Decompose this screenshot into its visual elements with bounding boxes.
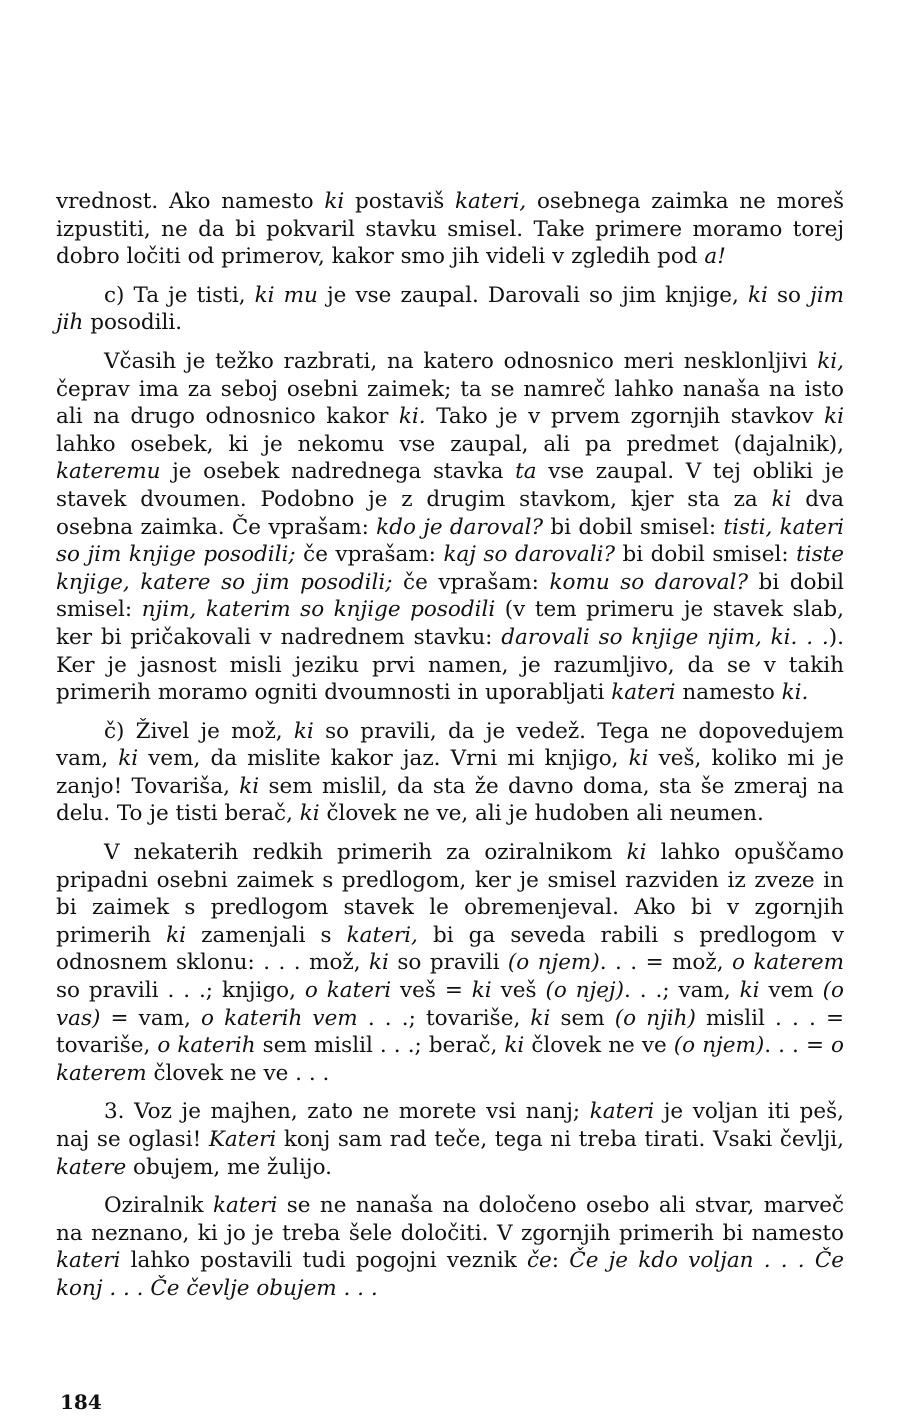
text-run: . . . = — [764, 1033, 832, 1059]
text-run: postaviš — [344, 189, 455, 214]
italic-run: tiste knjige, katere so jim posodili; — [56, 542, 844, 595]
text-run: lahko postavili tudi pogojni veznik — [120, 1248, 528, 1274]
italic-run: ki — [530, 1005, 551, 1031]
paragraph-7 — [56, 1192, 844, 1302]
italic-run: ki — [771, 486, 792, 512]
text-run: so pravili — [388, 950, 508, 976]
text-run: vem — [759, 978, 823, 1004]
italic-run: darovali so knjige njim, ki. . . — [501, 624, 829, 650]
text-run: konj sam rad teče, tega ni treba tirati. Vsaki čevlji, — [276, 1127, 845, 1152]
italic-run: (o njej) — [545, 978, 624, 1004]
italic-run: ki — [747, 282, 768, 308]
text-run: (v tem primeru je stavek slab, ker bi pričakovali v nadrednem stavku: — [56, 597, 845, 650]
italic-run: kateri — [56, 1248, 121, 1274]
italic-run: kateri, — [455, 189, 527, 214]
text-run: sem mislil, da sta že davno doma, sta še zmeraj na delu. To je tisti berač, — [56, 773, 844, 827]
text-run: bi dobil smisel: — [615, 542, 797, 568]
italic-run: tisti, kateri so jim knjige posodili; — [56, 514, 844, 568]
italic-run: kdo je daroval? — [376, 514, 544, 540]
text-run: veš — [491, 978, 546, 1004]
text-run: človek ne ve . . . — [146, 1060, 330, 1086]
italic-run: ki — [118, 746, 139, 772]
text-run: človek ne ve, ali je hudoben ali neumen. — [319, 801, 764, 827]
italic-run: če — [527, 1248, 552, 1274]
text-run: veš, koliko mi je zanjo! Tovariša, — [56, 746, 844, 799]
italic-run: ki — [166, 922, 187, 948]
text-run: če vprašam: — [295, 542, 444, 568]
text-run: če vprašam: — [392, 569, 550, 595]
paragraph-3 — [56, 348, 844, 707]
text-run: namesto — [675, 680, 782, 706]
italic-run: katere — [56, 1154, 127, 1180]
italic-run: ki — [324, 189, 345, 214]
paragraph-5 — [56, 839, 844, 1087]
text-run: posodili. — [83, 310, 183, 336]
text-run: so — [767, 282, 811, 308]
text-run: bi dobil smisel: — [56, 569, 844, 623]
italic-run: (o njih) — [614, 1005, 696, 1031]
paragraph-1 — [56, 188, 844, 271]
text-run: V nekaterih redkih primerih za oziralnikom — [104, 840, 627, 866]
text-run: osebnega zaimka ne moreš izpustiti, ne da bi pokvaril stavku smisel. Take primere moramo torej dobro ločiti od primerov, kakor smo jih videli v zgledih pod — [56, 189, 844, 270]
italic-run: ki — [369, 950, 389, 976]
italic-run: (o njem) — [507, 950, 600, 976]
text-run: . . .; vam, — [623, 978, 740, 1004]
italic-run: ki, — [817, 348, 844, 374]
text-run: = vam, — [100, 1005, 201, 1031]
italic-run: a! — [704, 244, 726, 270]
italic-run: kateri, — [346, 922, 418, 948]
italic-run: komu so daroval? — [549, 569, 748, 595]
italic-run: ki — [504, 1033, 525, 1059]
text-run: sem mislil . . .; berač, — [255, 1033, 505, 1059]
text-run: č) Živel je mož, — [104, 718, 294, 744]
text-run: dva osebna zaimka. Če vprašam: — [56, 486, 845, 540]
text-run: zamenjali s — [186, 922, 347, 948]
text-run: človek ne ve — [524, 1033, 674, 1059]
italic-run: ki — [739, 978, 760, 1004]
text-run: Včasih je težko razbrati, na katero odnosnico meri nesklonljivi — [104, 348, 818, 374]
text-run: vem, da mislite kakor jaz. Vrni mi knjigo, — [138, 746, 629, 772]
paragraph-6 — [56, 1098, 844, 1181]
text-run: Tako je v prvem zgornjih stavkov — [425, 404, 825, 430]
italic-run: ki mu — [254, 282, 318, 308]
italic-run: Če je kdo voljan . . . Če konj . . . Če čevlje obujem . . . — [56, 1248, 845, 1301]
text-run: se ne nanaša na določeno osebo ali stvar, marveč na neznano, ki jo je treba šele določiti. V zgornjih primerih bi namesto — [56, 1193, 845, 1246]
italic-run: o katerih vem — [201, 1005, 358, 1031]
text-run: : — [551, 1248, 570, 1274]
text-run: vrednost. Ako namesto — [56, 189, 325, 214]
text-run: lahko opuščamo pripadni osebni zaimek s predlogom, ker je smisel razviden iz zveze in bi zaimek s predlogom stavek le obremenjeval. Ako bi v zgornjih primerih — [56, 840, 844, 948]
italic-run: Kateri — [208, 1127, 277, 1152]
italic-run: ta — [515, 459, 537, 485]
italic-run: ki — [239, 773, 260, 799]
italic-run: kateri — [589, 1099, 655, 1125]
text-run: obujem, me žulijo. — [126, 1154, 332, 1180]
text-run: 3. Voz je majhen, zato ne morete vsi nanj; — [104, 1099, 590, 1125]
italic-run: o katerem — [56, 1033, 844, 1086]
italic-run: jim jih — [56, 282, 844, 336]
text-run: . . . = mož, — [599, 950, 732, 976]
text-run: Oziralnik — [104, 1193, 213, 1219]
italic-run: o katerih — [157, 1033, 256, 1059]
text-run: čeprav ima za seboj osebni zaimek; ta se namreč lahko nanaša na isto ali na drugo odnosnico kakor — [56, 376, 844, 430]
text-run: lahko osebek, ki je nekomu vse zaupal, ali pa predmet (dajalnik), — [56, 431, 844, 457]
italic-run: o katerem — [731, 950, 844, 976]
paragraph-2 — [56, 282, 844, 337]
text-run: ). Ker je jasnost misli jeziku prvi namen, je razumljivo, da se v takih primerih moramo ogniti dvoumnosti in uporabljati — [56, 624, 844, 706]
text-run: je vse zaupal. Darovali so jim knjige, — [317, 282, 748, 308]
italic-run: ki — [626, 840, 647, 866]
text-run: vse zaupal. V tej obliki je stavek dvoumen. Podobno je z drugim stavkom, kjer sta za — [56, 459, 844, 512]
italic-run: kaj so darovali? — [443, 542, 615, 568]
italic-run: ki — [471, 978, 492, 1004]
text-run: so pravili . . .; knjigo, — [56, 978, 305, 1004]
text-run: je osebek nadrednega stavka — [160, 459, 516, 485]
text-run: . . .; tovariše, — [357, 1005, 531, 1031]
italic-run: ki. — [398, 404, 426, 430]
text-run: je voljan iti peš, naj se oglasi! — [56, 1099, 844, 1152]
italic-run: (o njem) — [673, 1033, 765, 1059]
italic-run: kateremu — [56, 459, 161, 485]
italic-run: ki — [628, 746, 649, 772]
body-text — [56, 188, 844, 1314]
text-run: sem — [550, 1005, 615, 1031]
text-run: c) Ta je tisti, — [104, 282, 255, 308]
italic-run: njim, katerim so knjige posodili — [141, 597, 496, 623]
italic-run: kateri — [611, 680, 676, 706]
italic-run: ki — [299, 801, 320, 827]
text-run: so pravili, da je vedež. Tega ne dopovedujem vam, — [56, 718, 845, 772]
italic-run: ki — [824, 404, 844, 430]
text-run: bi dobil smisel: — [543, 514, 724, 540]
italic-run: ki. — [781, 680, 809, 706]
italic-run: kateri — [212, 1193, 278, 1219]
page-number: 184 — [60, 1390, 102, 1414]
italic-run: ki — [293, 718, 314, 744]
paragraph-4 — [56, 718, 844, 828]
italic-run: o kateri — [304, 978, 392, 1004]
italic-run: (o vas) — [56, 978, 844, 1031]
text-run: bi ga seveda rabili s predlogom v odnosnem sklonu: . . . mož, — [56, 922, 844, 976]
text-run: mislil . . . = tovariše, — [56, 1005, 844, 1059]
text-run: veš = — [391, 978, 472, 1004]
